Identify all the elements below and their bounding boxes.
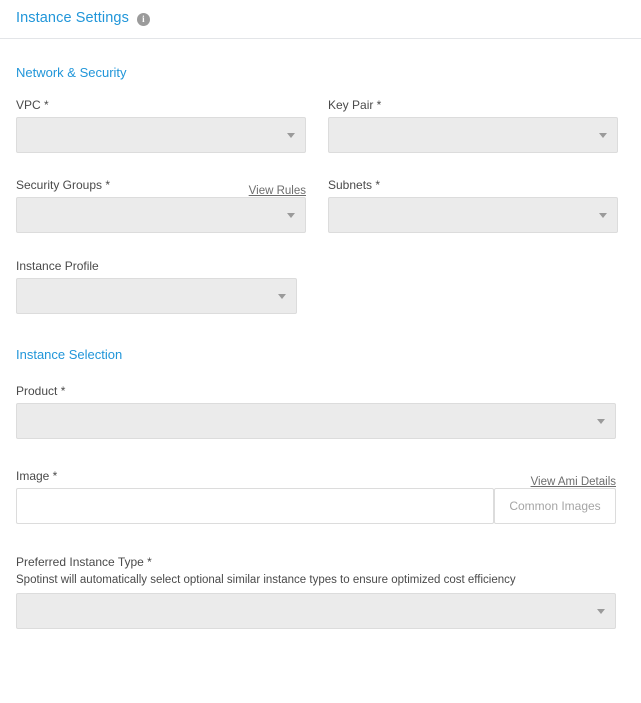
product-select-value bbox=[17, 404, 615, 422]
chevron-down-icon bbox=[597, 419, 605, 424]
section-instance-selection bbox=[0, 347, 641, 629]
section-network-security bbox=[0, 65, 641, 314]
vpc-select[interactable] bbox=[16, 117, 306, 153]
subnets-select[interactable] bbox=[328, 197, 618, 233]
field-subnets bbox=[328, 178, 618, 233]
field-key-pair bbox=[328, 98, 618, 153]
chevron-down-icon bbox=[599, 213, 607, 218]
field-vpc bbox=[16, 98, 306, 153]
page-header bbox=[0, 0, 641, 39]
instance-profile-select[interactable] bbox=[16, 278, 297, 314]
security-groups-select[interactable] bbox=[16, 197, 306, 233]
image-input[interactable] bbox=[16, 488, 494, 524]
chevron-down-icon bbox=[599, 133, 607, 138]
product-label: Product * bbox=[16, 384, 66, 398]
key-pair-label: Key Pair * bbox=[328, 98, 382, 112]
info-icon[interactable]: i bbox=[137, 13, 150, 26]
image-input-wrapper bbox=[16, 488, 494, 524]
field-image bbox=[16, 469, 616, 524]
field-row-instance-profile bbox=[16, 259, 625, 314]
instance-profile-select-value bbox=[17, 279, 296, 297]
preferred-instance-type-select-value bbox=[17, 594, 615, 612]
field-row-vpc-keypair bbox=[16, 98, 625, 153]
field-product bbox=[16, 384, 616, 439]
field-row-securitygroups-subnets bbox=[16, 178, 625, 233]
vpc-select-value bbox=[17, 118, 305, 136]
image-label-row bbox=[16, 469, 616, 488]
chevron-down-icon bbox=[287, 133, 295, 138]
section-title-instance-selection: Instance Selection bbox=[16, 347, 123, 362]
common-images-button[interactable]: Common Images bbox=[494, 488, 616, 524]
field-instance-profile bbox=[16, 259, 297, 314]
chevron-down-icon bbox=[597, 609, 605, 614]
security-groups-label-row bbox=[16, 178, 306, 197]
image-label: Image * bbox=[16, 469, 58, 483]
subnets-label: Subnets * bbox=[328, 178, 381, 192]
vpc-label: VPC * bbox=[16, 98, 49, 112]
preferred-instance-type-description: Spotinst will automatically select optional similar instance types to ensure optimized cost efficiency bbox=[16, 574, 516, 586]
view-rules-link[interactable]: View Rules bbox=[248, 185, 306, 197]
key-pair-select-value bbox=[329, 118, 617, 136]
preferred-instance-type-label: Preferred Instance Type * bbox=[16, 555, 152, 569]
security-groups-select-value bbox=[17, 198, 305, 216]
field-preferred-instance-type bbox=[16, 555, 616, 629]
product-select[interactable] bbox=[16, 403, 616, 439]
key-pair-select[interactable] bbox=[328, 117, 618, 153]
view-ami-details-link[interactable]: View Ami Details bbox=[530, 476, 616, 488]
section-title-network-security: Network & Security bbox=[16, 65, 127, 80]
security-groups-label: Security Groups * bbox=[16, 178, 111, 192]
subnets-select-value bbox=[329, 198, 617, 216]
preferred-instance-type-select[interactable] bbox=[16, 593, 616, 629]
chevron-down-icon bbox=[287, 213, 295, 218]
field-security-groups bbox=[16, 178, 306, 233]
chevron-down-icon bbox=[278, 294, 286, 299]
image-input-row bbox=[16, 488, 616, 524]
page-title: Instance Settings bbox=[16, 10, 129, 26]
instance-profile-label: Instance Profile bbox=[16, 259, 99, 273]
